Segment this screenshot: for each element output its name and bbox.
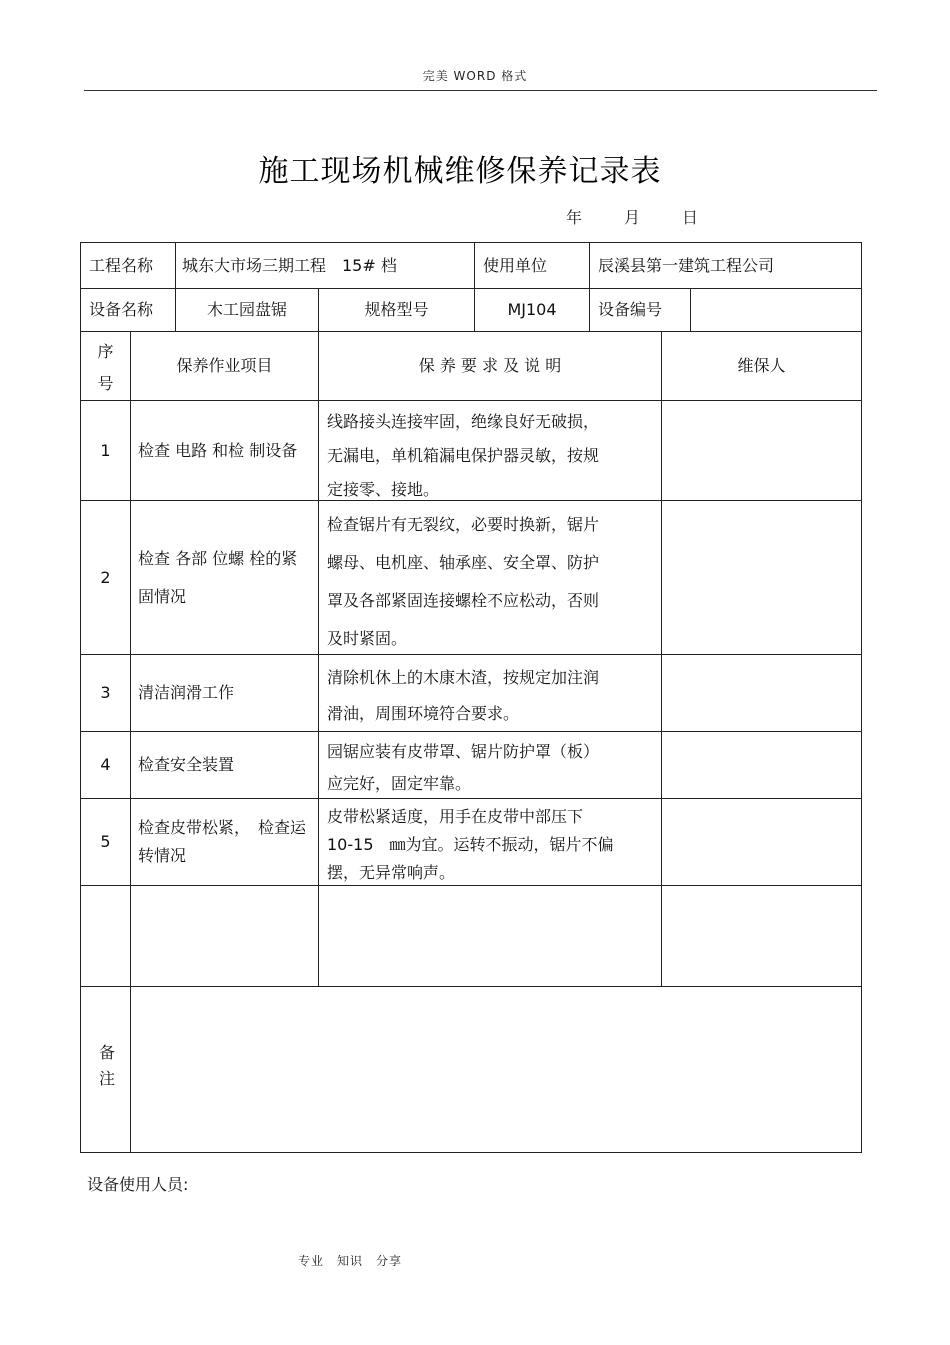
col-divider [661,331,662,986]
row-item: 检查 电路 和检 制设备 [138,440,298,460]
spec-label: 规格型号 [364,299,429,319]
seq-header-line2: 号 [97,374,114,393]
project-name-label: 工程名称 [89,255,154,275]
user-unit-label: 使用单位 [483,255,548,275]
requirement-line: 无漏电，单机箱漏电保护器灵敏，按规 [327,446,600,465]
row-requirement [327,405,647,507]
date-month-label: 月 [624,208,641,227]
spec-value: MJ104 [507,299,557,319]
row-item: 检查 各部 位螺 栓的紧固情况 [138,548,298,606]
requirement-line: 及时紧固。 [327,629,408,648]
date-day-label: 日 [682,208,699,227]
date-line [566,205,740,228]
device-name-label: 设备名称 [89,299,154,319]
date-year-label: 年 [566,208,583,227]
project-name-value: 城东大市场三期工程 15# 档 [182,255,397,275]
requirement-line: 滑油，周围环境符合要求。 [327,704,520,723]
remarks-label [81,987,130,1152]
col-divider [318,400,319,986]
row-number: 5 [100,832,111,851]
row-divider [81,986,861,987]
requirement-line: 螺母、电机座、轴承座、安全罩、防护 [327,553,600,572]
user-unit-value: 辰溪县第一建筑工程公司 [598,255,775,275]
requirement-line: 10-15 ㎜为宜。运转不振动，锯片不偏 [327,835,614,854]
col-divider [589,243,590,331]
row-number: 2 [100,567,111,587]
remarks-label-text: 备注 [96,1043,116,1096]
col-divider [690,288,691,331]
requirement-line: 罩及各部紧固连接螺栓不应松动，否则 [327,591,600,610]
seq-header-line1: 序 [97,342,114,361]
maintainer-header: 维保人 [737,355,786,375]
requirement-line: 定接零、接地。 [327,480,440,499]
requirement-line: 检查锯片有无裂纹，必要时换新，锯片 [327,515,600,534]
col-divider [130,331,131,1152]
header-divider [84,90,877,91]
row-number: 4 [100,755,111,774]
row-requirement [327,736,647,800]
item-header: 保养作业项目 [176,355,273,375]
row-requirement [327,506,647,658]
requirement-line: 皮带松紧适度，用手在皮带中部压下 [327,807,584,826]
row-item: 检查皮带松紧， 检查运转情况 [138,818,307,865]
col-divider [175,243,176,288]
requirement-header: 保 养 要 求 及 说 明 [418,355,562,375]
device-no-label: 设备编号 [598,299,663,319]
page-title: 施工现场机械维修保养记录表 [258,154,662,189]
page-header: 完美 WORD 格式 [422,69,528,83]
requirement-line: 园锯应装有皮带罩、锯片防护罩（板） [327,742,600,761]
row-requirement [327,660,647,732]
maintenance-record-table [80,242,862,1153]
row-number: 1 [100,440,111,460]
requirement-line: 线路接头连接牢固，绝缘良好无破损， [327,412,600,431]
requirement-line: 摆，无异常响声。 [327,863,456,882]
requirement-line: 应完好，固定牢靠。 [327,774,472,793]
row-requirement [327,803,647,887]
device-name-value: 木工园盘锯 [206,299,287,319]
row-item: 检查安全装置 [138,755,235,774]
equipment-user-label: 设备使用人员: [87,1175,189,1194]
page-footer: 专业 知识 分享 [297,1254,402,1268]
row-number: 3 [100,683,111,702]
row-item: 清洁润滑工作 [138,683,235,702]
requirement-line: 清除机休上的木康木渣，按规定加注润 [327,668,600,687]
